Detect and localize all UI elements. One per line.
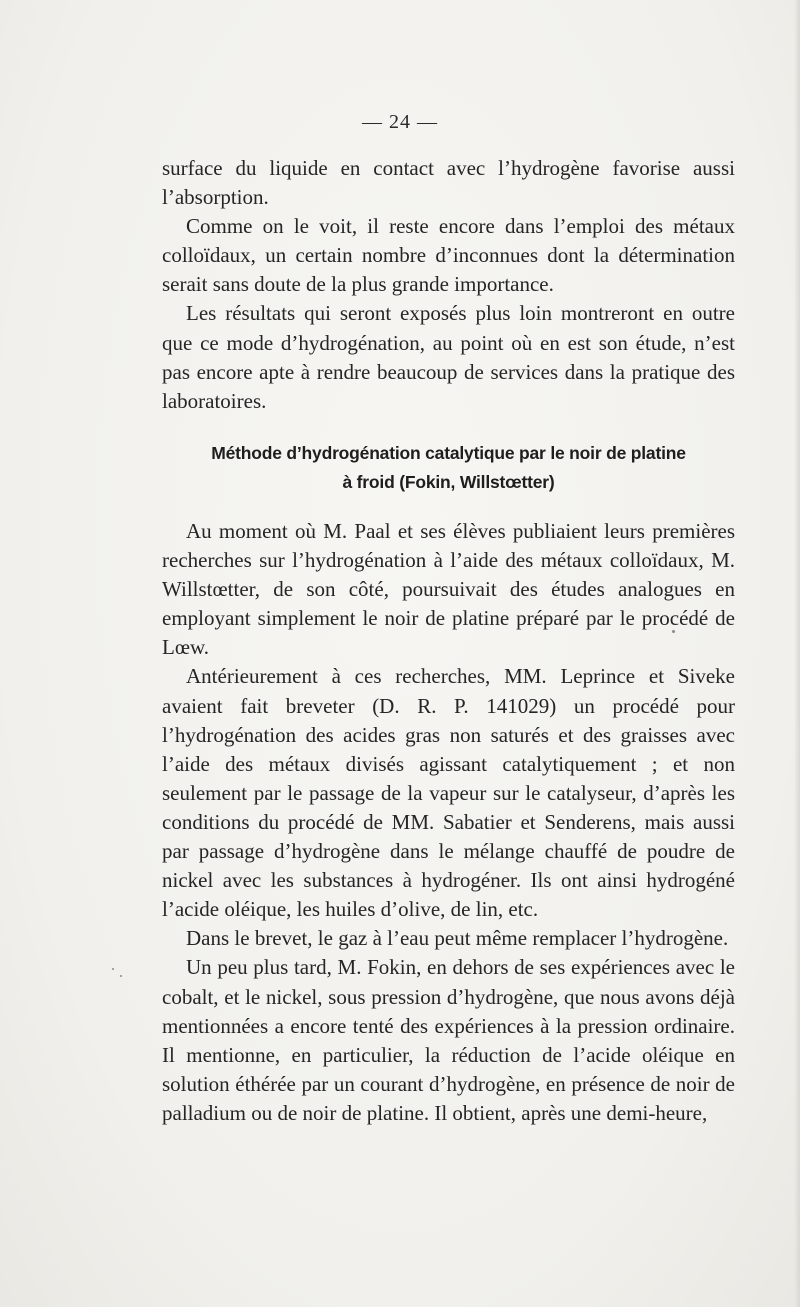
paper-speck bbox=[672, 630, 675, 633]
section-heading-line-2: à froid (Fokin, Willstœtter) bbox=[342, 472, 555, 492]
paper-speck bbox=[112, 968, 114, 970]
text-block-top bbox=[162, 154, 735, 416]
page-edge-shadow bbox=[794, 0, 800, 1307]
text-block-bottom bbox=[162, 517, 735, 1128]
paragraph: surface du liquide en contact avec l’hydrogène favorise aussi l’absorption. bbox=[162, 156, 735, 210]
paragraph: Au moment où M. Paal et ses élèves publiaient leurs premières recherches sur l’hydrogénation à l’aide des métaux colloïdaux, M. Willstœtter, de son côté, poursuivait des études analogues en employant simplement le noir de platine préparé par le procédé de Lœw. bbox=[162, 519, 735, 660]
paragraph: Les résultats qui seront exposés plus loin montreront en outre que ce mode d’hydrogénation, au point où en est son étude, n’est pas encore apte à rendre beaucoup de services dans la pratique des laboratoires. bbox=[162, 301, 735, 413]
paragraph: Antérieurement à ces recherches, MM. Leprince et Siveke avaient fait breveter (D. R. P. 141029) un procédé pour l’hydrogénation des acides gras non saturés et des graisses avec l’aide des métaux divisés agissant catalytiquement ; et non seulement par le passage de la vapeur sur le catalyseur, d’après les conditions du procédé de MM. Sabatier et Senderens, mais aussi par passage d’hydrogène dans le mélange chauffé de poudre de nickel avec les substances à hydrogéner. Ils ont ainsi hydrogéné l’acide oléique, les huiles d’olive, de lin, etc. bbox=[162, 664, 735, 922]
paragraph: Comme on le voit, il reste encore dans l’emploi des métaux colloïdaux, un certain nombre d’inconnues dont la détermination serait sans doute de la plus grande importance. bbox=[162, 214, 735, 297]
paragraph: Un peu plus tard, M. Fokin, en dehors de ses expériences avec le cobalt, et le nickel, sous pression d’hydrogène, que nous avons déjà mentionnées a encore tenté des expériences à la pression ordinaire. Il mentionne, en particulier, la réduction de l’acide oléique en solution éthérée par un courant d’hydrogène, en présence de noir de palladium ou de noir de platine. Il obtient, après une demi-heure, bbox=[162, 955, 735, 1125]
section-heading-line-1: Méthode d’hydrogénation catalytique par le noir de platine bbox=[211, 443, 686, 463]
page-number: — 24 — bbox=[362, 111, 438, 133]
paragraph: Dans le brevet, le gaz à l’eau peut même remplacer l’hydrogène. bbox=[186, 926, 729, 951]
paper-speck bbox=[120, 975, 122, 977]
